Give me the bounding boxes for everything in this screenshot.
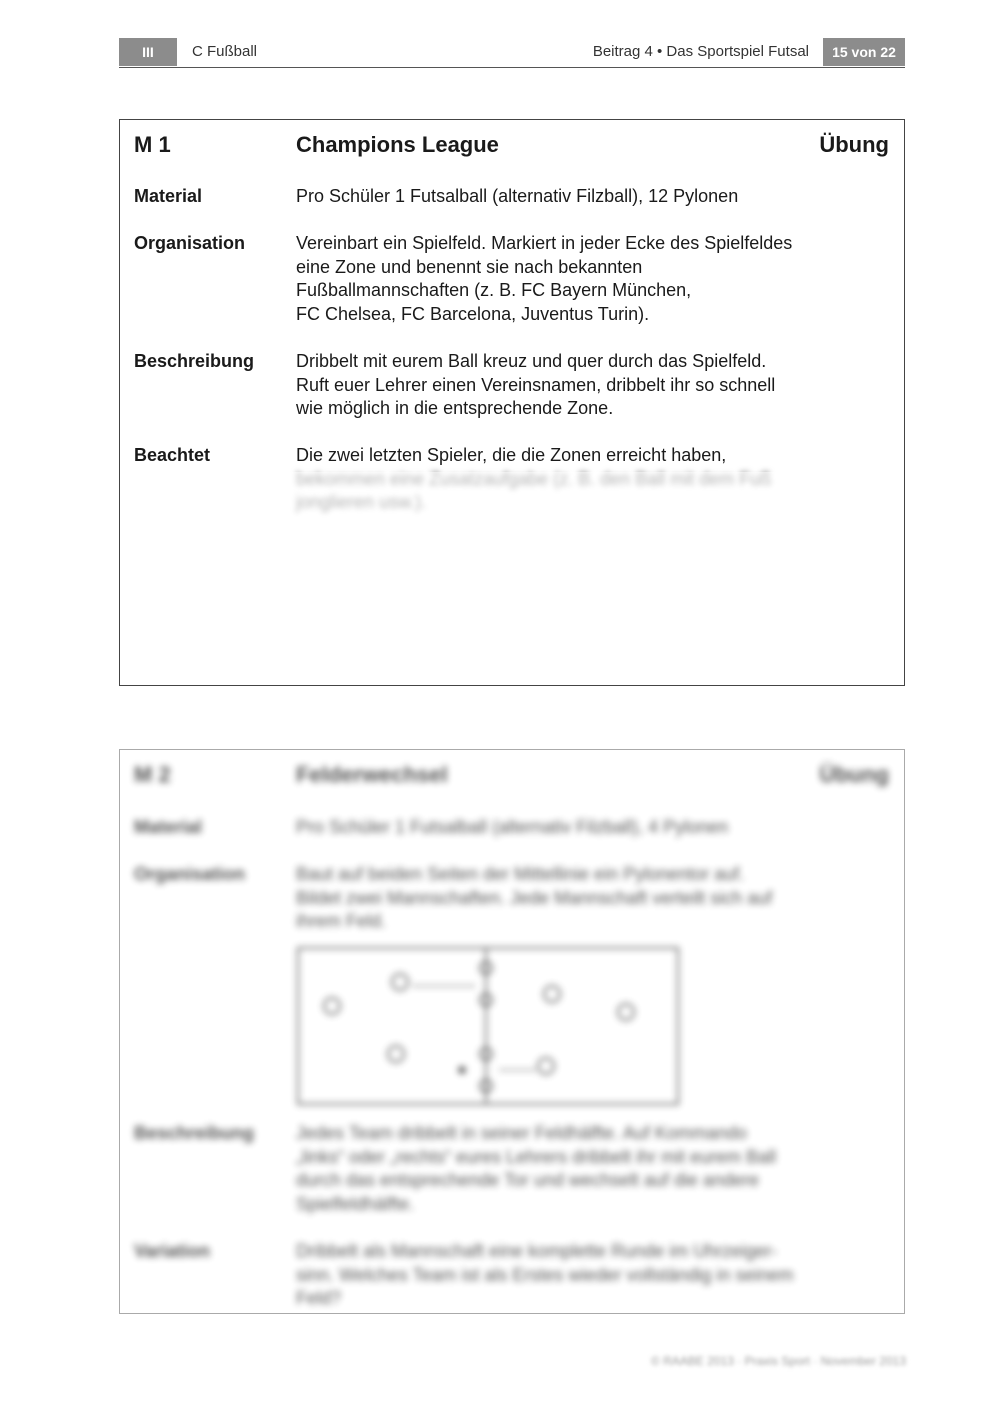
section-title: C Fußball [192,43,258,60]
player-icon [618,1004,634,1020]
text-line: Bildet zwei Mannschaften. Jede Mannschaft verteilt sich auf [296,887,773,908]
text-line: Baut auf beiden Seiten der Mittellinie ein Pylonentor auf. [296,864,745,884]
player-icon [544,986,560,1002]
row-text: Pro Schüler 1 Futsalball (alternativ Filzball), 12 Pylonen [296,186,739,206]
row-label: Beschreibung [134,1123,255,1143]
exercise-title: Champions League [296,132,499,157]
ball-icon [458,1066,466,1074]
row-label: Organisation [134,233,246,253]
field-diagram [296,946,680,1106]
player-icon [538,1058,554,1074]
row-label: Material [134,186,203,206]
exercise-type: Übung [819,762,889,787]
row-label: Material [134,817,203,837]
text-line: sinn. Welches Team ist als Erstes wieder vollständig in seinem [296,1264,794,1285]
section-badge: III [119,38,177,66]
text-line: wie möglich in die entsprechende Zone. [296,398,614,418]
exercise-title-row [120,132,904,162]
exercise-code: M 2 [134,762,171,787]
text-line: Die zwei letzten Spieler, die die Zonen erreicht haben, [296,445,727,465]
row-label: Beschreibung [134,351,255,371]
exercise-box-m2 [119,749,905,1314]
row-text [296,863,886,934]
exercise-code: M 1 [134,132,171,157]
preview-blur-overlay [120,472,904,685]
page-header [119,38,905,68]
exercise-box-m1 [119,119,905,686]
text-line: eine Zone und benennt sie nach bekannten [296,256,643,277]
text-line: „links“ oder „rechts“ eures Lehrers dribbelt ihr mit eurem Ball [296,1146,777,1167]
blurred-content [120,750,904,1313]
text-line: Ruft euer Lehrer einen Vereinsnamen, dribbelt ihr so schnell [296,374,776,395]
page-number-badge: 15 von 22 [823,38,905,66]
player-icon [392,974,408,990]
exercise-title: Felderwechsel [296,762,448,787]
row-text [296,350,886,421]
exercise-type: Übung [819,132,889,157]
text-line: Feld? [296,1288,342,1308]
row-text: Pro Schüler 1 Futsalball (alternativ Filzball), 4 Pylonen [296,817,729,837]
row-text [296,232,886,326]
row-label: Variation [134,1241,211,1261]
text-line: Spielfeldhälfte. [296,1193,415,1214]
row-text [296,1122,886,1216]
page-footer: © RAABE 2013 · Praxis Sport · November 2013 [651,1354,906,1368]
text-line: FC Chelsea, FC Barcelona, Juventus Turin). [296,303,650,324]
text-line: durch das entsprechende Tor und wechselt auf die andere [296,1170,759,1190]
text-line: Dribbelt mit eurem Ball kreuz und quer durch das Spielfeld. [296,351,767,371]
text-line: Jedes Team dribbelt in seiner Feldhälfte. Auf Kommando [296,1123,747,1143]
text-line: Fußballmannschaften (z. B. FC Bayern München, [296,280,692,300]
row-label: Organisation [134,864,246,884]
text-line: Dribbelt als Mannschaft eine komplette Runde im Uhrzeiger- [296,1241,778,1261]
player-icon [388,1046,404,1062]
text-line: Vereinbart ein Spielfeld. Markiert in jeder Ecke des Spielfeldes [296,233,793,253]
document-title: Beitrag 4 • Das Sportspiel Futsal [592,43,809,60]
row-label: Beachtet [134,445,211,465]
player-icon [324,998,340,1014]
row-text [296,1240,886,1311]
exercise-title-row [120,762,904,792]
text-line: ihrem Feld. [296,911,387,931]
